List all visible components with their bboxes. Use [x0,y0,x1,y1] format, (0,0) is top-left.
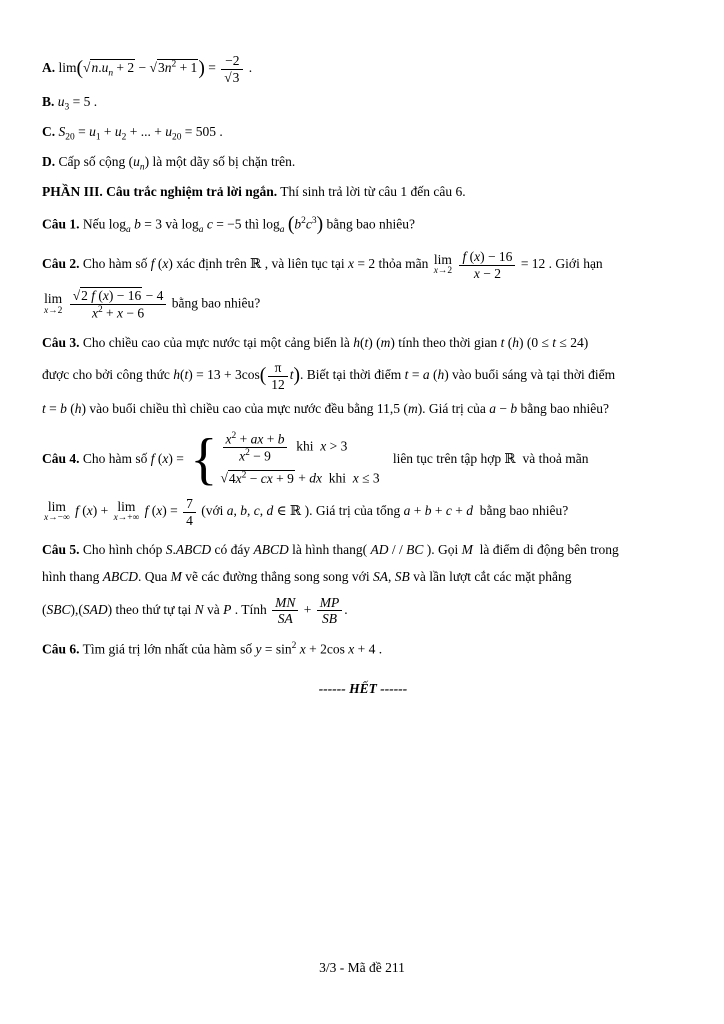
question-5-line-2: hình thang ABCD. Qua M vẽ các đường thẳng song song với SA, SB và lần lượt cắt các mặt phẳng [42,569,572,585]
question-3-line-2: được cho bởi công thức h(t) = 13 + 3cos( $\frac{\pi}{12}$ t). Biết tại thời điểm t = a (h) vào buổi sáng và tại thời điểm [42,360,616,392]
question-4-line-1: Câu 4. Cho hàm số f (x) = { $\frac{x^2 + ax + b}{x^2 - 9}$ khi x > 3 $√4x^2$ − cx + 9 + dx khi x ≤ 3 liên tục trên tập hợp ℝ và thoả mãn [42,428,589,492]
answer-option-d: D. Cấp số cộng $(u_n)$ là một dãy số bị chặn trên. [42,153,296,173]
answer-option-b: B. $u_3 = 5$ . [42,94,98,113]
question-5-line-1: Câu 5. Cho hình chóp S.ABCD có đáy ABCD là hình thang( AD / / BC ). Gọi M là điểm di động bên trong [42,542,619,558]
question-1: Câu 1. Nếu $\log_a b = 3$ và $\log_a c = -5$ thì $\log_a (b^2c^3)$ bằng bao nhiêu? [42,214,415,236]
question-6: Câu 6. Tìm giá trị lớn nhất của hàm số $y = \sin^2 x + 2\cos$ x + 4 . [42,640,383,657]
answer-option-a: A. $\lim(√n.u_n + 2 - √3n^2 + 1)$ = $\frac{-2}{√3}$ . [42,53,253,85]
section-heading-part3: PHẦN III. Câu trắc nghiệm trả lời ngắn. Thí sinh trả lời từ câu 1 đến câu 6. [42,183,466,199]
question-2-line-1: Câu 2. Cho hàm số f (x) xác định trên ℝ , và liên tục tại x = 2 thỏa mãn lim x→2 $\frac{f (x) - 16}{x - 2}$ = 12 . Giới hạn [42,249,603,281]
question-3-line-1: Câu 3. Cho chiều cao của mực nước tại một cảng biển là h(t) (m) tính theo thời gian t (h) (0 ≤ t ≤ 24) [42,334,589,350]
answer-option-c: C. $S_{20} = u_1 + u_2$ + ... + $u_{20} = 505$ . [42,123,223,143]
question-3-line-3: t = b (h) vào buổi chiều thì chiều cao của mực nước đều bằng 11,5 (m). Giá trị của a − b bằng bao nhiêu? [42,401,609,417]
question-5-line-3: (SBC),(SAD) theo thứ tự tại N và P . Tính $\frac{MN}{SA}$ + $\frac{MP}{SB}$ . [42,594,348,627]
question-4-line-2: lim x→−∞ f (x) + lim x→+∞ f (x) = $\frac{7}{4}$ (với a, b, c, d ∈ ℝ ). Giá trị của tổng a + b + c + d bằng bao nhiêu? [44,496,569,528]
end-marker: ------ HẾT ------ [318,681,408,697]
page-footer: 3/3 - Mã đề 211 [319,960,405,975]
question-2-line-2: lim x→2 $\frac{√2 f (x) - 16 - 4}{x^2 + x - 6}$ bằng bao nhiêu? [44,288,261,321]
